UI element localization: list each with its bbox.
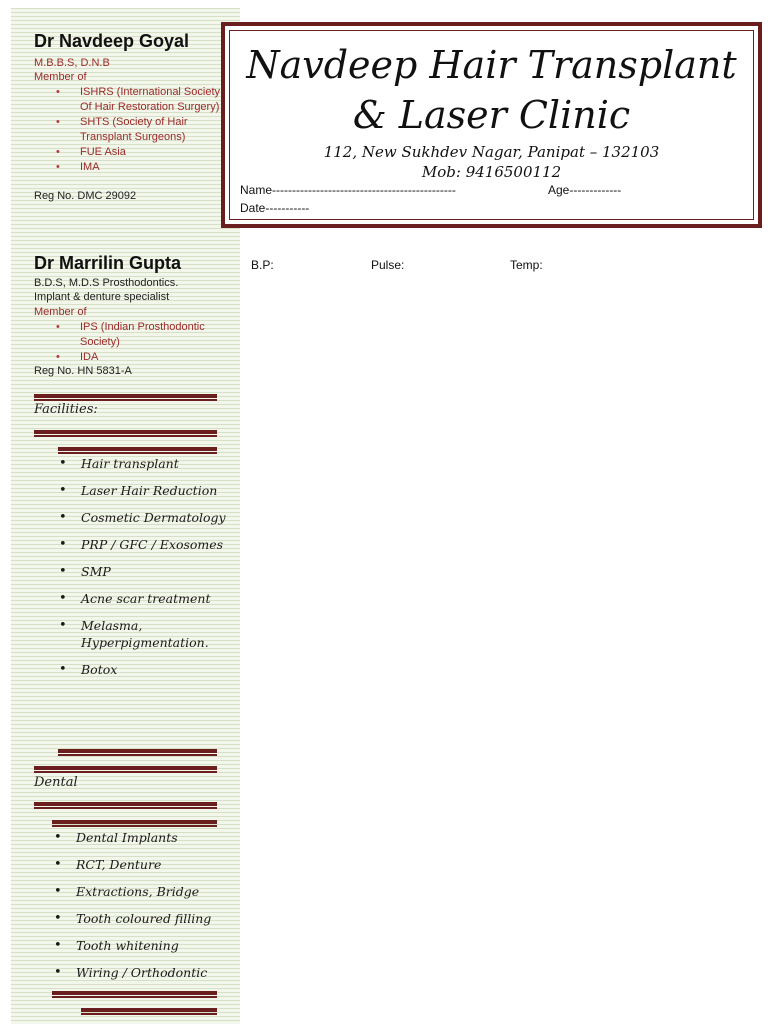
facility-item: • Acne scar treatment xyxy=(81,590,226,607)
membership-item: • FUE Asia xyxy=(34,145,224,160)
dental-item: • Dental Implants xyxy=(76,829,226,846)
dental-list xyxy=(76,829,226,991)
bp-label: B.P: xyxy=(251,258,274,272)
doctor1-degree: M.B.B.S, D.N.B xyxy=(34,57,110,69)
dental-item: • Extractions, Bridge xyxy=(76,883,226,900)
clinic-title-line1: Navdeep Hair Transplant xyxy=(246,43,737,87)
doctor2-specialty: Implant & denture specialist xyxy=(34,291,170,303)
doctor1-memberships xyxy=(34,85,224,175)
dental-item: • Wiring / Orthodontic xyxy=(76,964,226,981)
facility-item: • Melasma, Hyperpigmentation. xyxy=(81,617,226,651)
age-field: Age------------- xyxy=(548,183,622,197)
membership-item: • IMA xyxy=(34,160,224,175)
dental-title: Dental xyxy=(34,775,78,790)
divider-bar xyxy=(58,447,217,454)
facility-item: • Botox xyxy=(81,661,226,678)
membership-item: • SHTS (Society of Hair Transplant Surgeons) xyxy=(34,115,224,145)
name-field: Name---------------------------------------------- xyxy=(240,183,456,197)
divider-bar xyxy=(34,394,217,401)
membership-item: • IPS (Indian Prosthodontic Society) xyxy=(34,320,224,350)
facilities-title: Facilities: xyxy=(34,402,98,417)
doctor2-name: Dr Marrilin Gupta xyxy=(34,253,182,273)
doctor2-reg: Reg No. HN 5831-A xyxy=(34,365,132,377)
dental-item: • RCT, Denture xyxy=(76,856,226,873)
facility-item: • Cosmetic Dermatology xyxy=(81,509,226,526)
divider-bar xyxy=(81,1008,217,1015)
dental-item: • Tooth coloured filling xyxy=(76,910,226,927)
temp-label: Temp: xyxy=(510,258,543,272)
facility-item: • Hair transplant xyxy=(81,455,226,472)
clinic-title xyxy=(225,40,758,140)
divider-bar xyxy=(52,820,217,827)
pulse-label: Pulse: xyxy=(371,258,405,272)
clinic-mobile: Mob: 9416500112 xyxy=(421,163,562,181)
doctor2-member-label: Member of xyxy=(34,306,87,318)
facility-item: • PRP / GFC / Exosomes xyxy=(81,536,226,553)
doctor2-memberships xyxy=(34,320,224,365)
membership-item: • ISHRS (International Society Of Hair Restoration Surgery) xyxy=(34,85,224,115)
divider-bar xyxy=(58,749,217,756)
facilities-list xyxy=(81,455,226,688)
clinic-header xyxy=(221,22,762,228)
doctor1-name: Dr Navdeep Goyal xyxy=(34,31,190,51)
dental-item: • Tooth whitening xyxy=(76,937,226,954)
divider-bar xyxy=(34,802,217,809)
clinic-title-line2: & Laser Clinic xyxy=(352,93,631,137)
date-field: Date----------- xyxy=(240,201,310,215)
facility-item: • Laser Hair Reduction xyxy=(81,482,226,499)
divider-bar xyxy=(34,430,217,437)
clinic-address: 112, New Sukhdev Nagar, Panipat – 132103 xyxy=(323,143,660,161)
divider-bar xyxy=(52,991,217,998)
doctor1-reg: Reg No. DMC 29092 xyxy=(34,190,137,202)
doctor1-member-label: Member of xyxy=(34,71,87,83)
divider-bar xyxy=(34,766,217,773)
doctor2-degree: B.D.S, M.D.S Prosthodontics. xyxy=(34,277,179,289)
facility-item: • SMP xyxy=(81,563,226,580)
membership-item: • IDA xyxy=(34,350,224,365)
